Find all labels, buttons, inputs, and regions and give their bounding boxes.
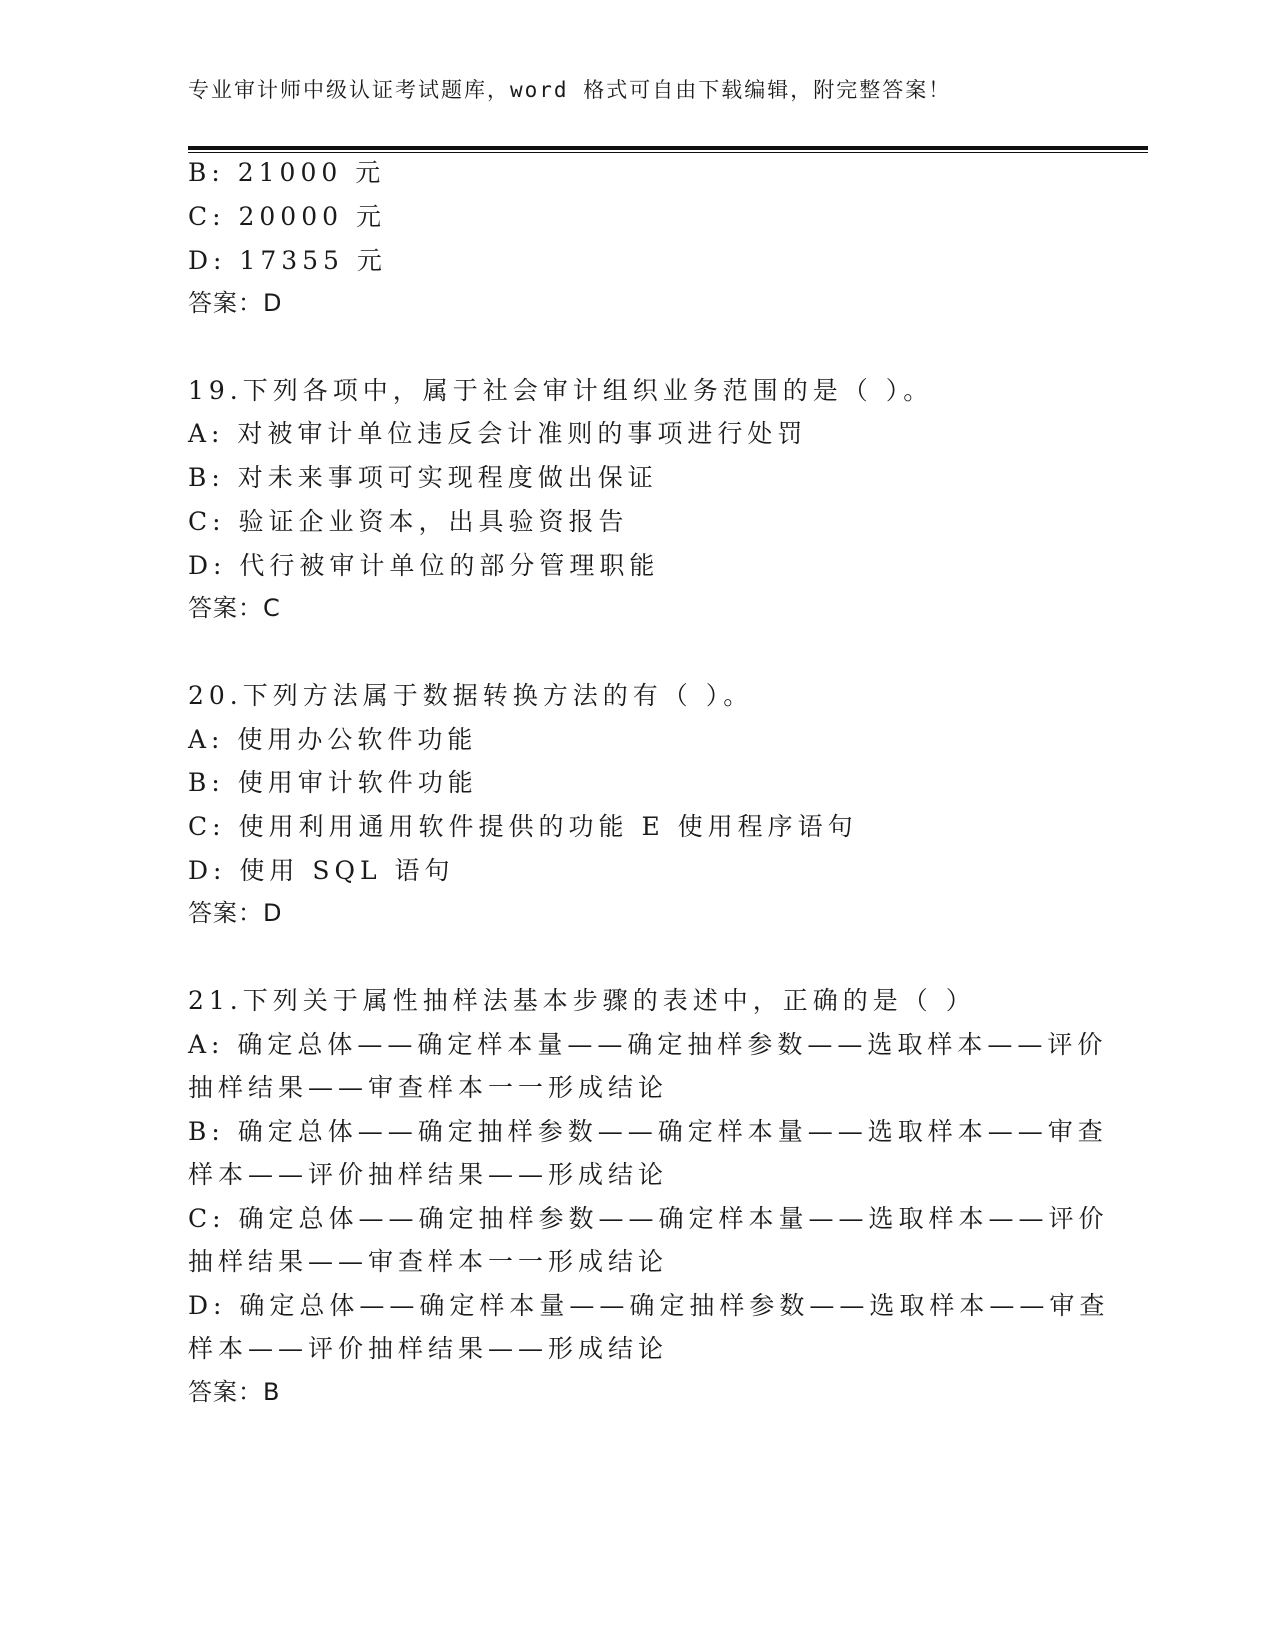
q20-option-b: B: 使用审计软件功能 (188, 768, 478, 797)
q20-option-d: D: 使用 SQL 语句 (188, 856, 455, 885)
q19-option-b: B: 对未来事项可实现程度做出保证 (188, 463, 658, 492)
q20-stem: 20.下列方法属于数据转换方法的有（ ）。 (188, 681, 754, 710)
q20-answer: 答案：D (188, 899, 283, 927)
q21-answer: 答案：B (188, 1378, 281, 1406)
q20-option-c: C: 使用利用通用软件提供的功能 E 使用程序语句 (188, 812, 858, 841)
q20-option-a: A: 使用办公软件功能 (188, 725, 478, 754)
q21-option-c-cont: 抽样结果——审查样本一一形成结论 (188, 1247, 669, 1276)
q19-stem: 19.下列各项中，属于社会审计组织业务范围的是（ ）。 (188, 376, 934, 405)
q21-option-d: D: 确定总体——确定样本量——确定抽样参数——选取样本——审查 (188, 1291, 1110, 1320)
q19-option-a: A: 对被审计单位违反会计准则的事项进行处罚 (188, 419, 808, 448)
q21-option-c: C: 确定总体——确定抽样参数——确定样本量——选取样本——评价 (188, 1204, 1109, 1233)
q21-option-b-cont: 样本——评价抽样结果——形成结论 (188, 1160, 669, 1189)
q21-option-a-cont: 抽样结果——审查样本一一形成结论 (188, 1073, 669, 1102)
q18-option-b: B: 21000 元 (188, 158, 386, 187)
q18-option-d: D: 17355 元 (188, 246, 387, 275)
q19-option-c: C: 验证企业资本，出具验资报告 (188, 507, 629, 536)
q19-answer: 答案：C (188, 594, 281, 622)
q21-stem: 21.下列关于属性抽样法基本步骤的表述中，正确的是（ ） (188, 986, 976, 1015)
header-divider (188, 146, 1148, 153)
q21-option-d-cont: 样本——评价抽样结果——形成结论 (188, 1334, 669, 1363)
page-header: 专业审计师中级认证考试题库，word 格式可自由下载编辑，附完整答案！ (188, 78, 952, 102)
q18-option-c: C: 20000 元 (188, 202, 386, 231)
q19-option-d: D: 代行被审计单位的部分管理职能 (188, 551, 660, 580)
q21-option-b: B: 确定总体——确定抽样参数——确定样本量——选取样本——审查 (188, 1117, 1108, 1146)
q18-answer: 答案：D (188, 289, 283, 317)
q21-option-a: A: 确定总体——确定样本量——确定抽样参数——选取样本——评价 (188, 1030, 1108, 1059)
